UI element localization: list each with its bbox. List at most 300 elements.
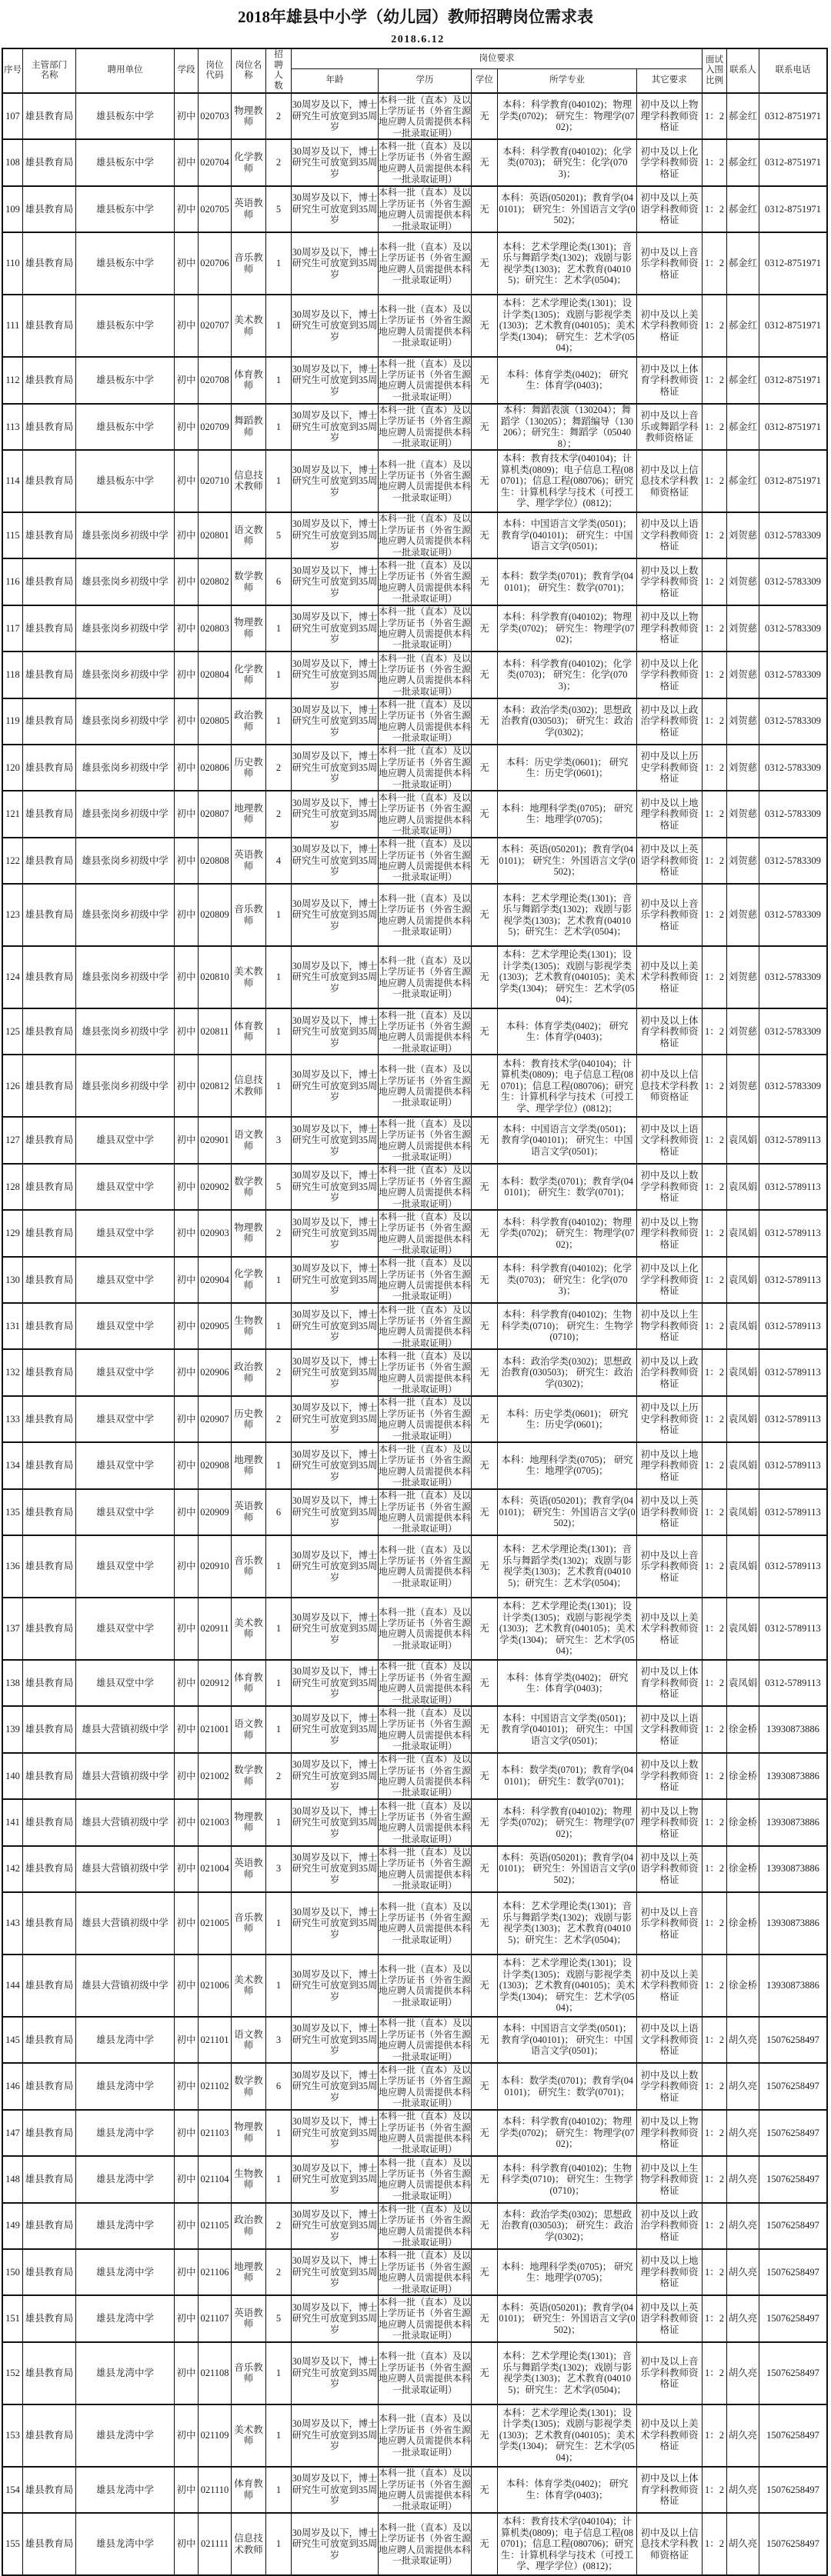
age-text: 30周岁及以下，博士研究生可放宽到35周岁 — [292, 1495, 378, 1529]
dept-text: 雄县教育局 — [25, 2313, 74, 2324]
cell-age — [292, 2343, 379, 2404]
cell-other — [637, 1304, 703, 1348]
seq-text: 112 — [5, 375, 20, 386]
stage-text: 初中 — [176, 1770, 196, 1781]
code-text: 020912 — [200, 1677, 229, 1688]
cell-phone — [759, 1258, 826, 1302]
cell-code — [199, 2018, 232, 2062]
position-text: 地理教师 — [234, 1454, 263, 1477]
header-position-label: 岗位名称 — [235, 60, 262, 80]
other-text: 初中及以上物理学科教师资格证 — [640, 612, 699, 645]
cell-contact — [727, 1118, 759, 1162]
position-text: 政治教师 — [234, 1361, 263, 1384]
cell-seq — [3, 2405, 23, 2466]
phone-text: 0312-5783309 — [765, 909, 821, 921]
cell-ratio — [703, 1397, 727, 1441]
cell-dept — [23, 885, 76, 945]
cell-age — [292, 1707, 379, 1751]
education-text: 本科一批（直本）及以上学历证书（外省生源地应聘人员需提供本科一批录取证明） — [379, 1118, 471, 1163]
cell-phone — [759, 1350, 826, 1395]
cell-count — [266, 1847, 292, 1891]
phone-text: 0312-5789113 — [765, 1367, 821, 1378]
other-text: 初中及以上化学学科教师资格证 — [640, 1263, 699, 1297]
other-text: 初中及以上美术学科教师资格证 — [640, 2418, 699, 2452]
cell-code — [199, 2343, 232, 2404]
code-text: 021108 — [200, 2367, 229, 2378]
age-text: 30周岁及以下，博士研究生可放宽到35周岁 — [292, 2162, 378, 2196]
cell-code — [199, 140, 232, 185]
cell-degree — [472, 1598, 498, 1659]
age-text: 30周岁及以下，博士研究生可放宽到35周岁 — [292, 2069, 378, 2103]
code-text: 020811 — [200, 1026, 229, 1038]
cell-dept — [23, 358, 76, 402]
cell-ratio — [703, 1211, 727, 1255]
cell-position — [232, 1165, 266, 1209]
cell-code — [199, 745, 232, 790]
cell-major — [498, 358, 637, 402]
dept-text: 雄县教育局 — [25, 1817, 74, 1828]
count-text: 1 — [275, 375, 282, 386]
cell-age — [292, 1847, 379, 1891]
education-text: 本科一批（直本）及以上学历证书（外省生源地应聘人员需提供本科一批录取证明） — [379, 2157, 471, 2201]
cell-ratio — [703, 2514, 727, 2574]
other-text: 初中及以上英语学科教师资格证 — [640, 2301, 699, 2335]
cell-position — [232, 1118, 266, 1162]
cell-ratio — [703, 358, 727, 402]
major-text: 本科：中国语言文学类(0501)；教育学(040101)； 研究生：中国语言文学(0501)； — [501, 518, 633, 552]
cell-degree — [472, 187, 498, 232]
cell-age — [292, 559, 379, 604]
cell-age — [292, 451, 379, 512]
cell-phone — [759, 1707, 826, 1751]
degree-text: 无 — [479, 1770, 489, 1781]
count-text: 1 — [275, 669, 282, 681]
dept-text: 雄县教育局 — [25, 1367, 74, 1378]
cell-phone — [759, 2204, 826, 2248]
phone-text: 0312-8751971 — [765, 157, 821, 168]
cell-dept — [23, 233, 76, 294]
cell-dept — [23, 1490, 76, 1535]
code-text: 020707 — [200, 320, 229, 332]
cell-position — [232, 1009, 266, 1054]
header-unit — [76, 49, 175, 92]
age-text: 30周岁及以下，博士研究生可放宽到35周岁 — [292, 1015, 378, 1048]
cell-stage — [175, 2157, 199, 2201]
cell-contact — [727, 1304, 759, 1348]
education-text: 本科一批（直本）及以上学历证书（外省生源地应聘人员需提供本科一批录取证明） — [379, 2351, 471, 2395]
cell-count — [266, 513, 292, 558]
cell-stage — [175, 559, 199, 604]
cell-unit — [76, 838, 175, 883]
position-text: 生物教师 — [234, 2168, 263, 2191]
cell-degree — [472, 2343, 498, 2404]
dept-text: 雄县教育局 — [25, 1623, 74, 1635]
cell-major — [498, 1800, 637, 1845]
cell-unit — [76, 451, 175, 512]
cell-position — [232, 2111, 266, 2155]
cell-unit — [76, 1955, 175, 2016]
cell-seq — [3, 233, 23, 294]
cell-count — [266, 1055, 292, 1116]
degree-text: 无 — [479, 2538, 489, 2550]
contact-text: 徐金桥 — [728, 1817, 758, 1828]
header-age — [292, 69, 379, 92]
count-text: 1 — [275, 475, 282, 487]
other-text: 初中及以上音乐学科教师资格证 — [640, 246, 699, 280]
stage-text: 初中 — [176, 1863, 196, 1875]
count-text: 1 — [275, 1623, 282, 1635]
unit-text: 雄县双堂中学 — [95, 1506, 154, 1518]
cell-position — [232, 559, 266, 604]
unit-text: 雄县张岗乡初级中学 — [82, 855, 169, 866]
cell-contact — [727, 791, 759, 836]
header-seq — [3, 49, 23, 92]
cell-age — [292, 699, 379, 744]
cell-phone — [759, 606, 826, 651]
cell-major — [498, 652, 637, 697]
ratio-text: 1：2 — [704, 375, 724, 386]
phone-text: 0312-8751971 — [765, 320, 821, 332]
contact-text: 胡久亮 — [728, 2484, 758, 2495]
header-contact — [727, 49, 759, 92]
code-text: 020705 — [200, 203, 229, 215]
cell-education — [379, 2468, 472, 2512]
degree-text: 无 — [479, 669, 489, 681]
table-row — [3, 2018, 826, 2064]
contact-text: 刘贺慈 — [728, 971, 758, 983]
cell-code — [199, 1707, 232, 1751]
seq-text: 141 — [5, 1817, 20, 1828]
contact-text: 袁凤娟 — [728, 1228, 758, 1239]
cell-other — [637, 187, 703, 232]
ratio-text: 1：2 — [704, 1135, 724, 1146]
cell-dept — [23, 1893, 76, 1954]
seq-text: 127 — [5, 1135, 20, 1146]
cell-ratio — [703, 745, 727, 790]
cell-code — [199, 838, 232, 883]
count-text: 4 — [275, 855, 282, 866]
ratio-text: 1：2 — [704, 808, 724, 820]
cell-code — [199, 1536, 232, 1597]
cell-code — [199, 1350, 232, 1395]
age-text: 30周岁及以下，博士研究生可放宽到35周岁 — [292, 2527, 378, 2561]
unit-text: 雄县板东中学 — [95, 157, 154, 168]
cell-ratio — [703, 791, 727, 836]
cell-position — [232, 1350, 266, 1395]
cell-seq — [3, 1055, 23, 1116]
dept-text: 雄县教育局 — [25, 576, 74, 588]
cell-education — [379, 2064, 472, 2108]
cell-code — [199, 187, 232, 232]
phone-text: 0312-8751971 — [765, 375, 821, 386]
cell-seq — [3, 2018, 23, 2062]
cell-degree — [472, 1009, 498, 1054]
cell-position — [232, 1490, 266, 1535]
cell-dept — [23, 451, 76, 512]
table-row — [3, 2250, 826, 2296]
cell-code — [199, 2250, 232, 2294]
other-text: 初中及以上生物学科教师资格证 — [640, 2162, 699, 2196]
header-position — [232, 49, 266, 92]
cell-age — [292, 295, 379, 356]
degree-text: 无 — [479, 1135, 489, 1146]
cell-stage — [175, 295, 199, 356]
degree-text: 无 — [479, 715, 489, 727]
major-text: 本科：历史学类(0601)； 研究生：历史学(0601)； — [506, 1408, 629, 1430]
document-date: 2018.6.12 — [391, 34, 445, 45]
ratio-text: 1：2 — [704, 1817, 724, 1828]
seq-text: 142 — [5, 1863, 20, 1875]
stage-text: 初中 — [176, 855, 196, 866]
cell-phone — [759, 1893, 826, 1954]
ratio-text: 1：2 — [704, 1980, 724, 1991]
count-text: 2 — [275, 2266, 282, 2278]
contact-text: 徐金桥 — [728, 1724, 758, 1735]
cell-contact — [727, 405, 759, 449]
ratio-text: 1：2 — [704, 110, 724, 122]
unit-text: 雄县龙湾中学 — [95, 2266, 154, 2278]
cell-age — [292, 187, 379, 232]
header-count-label: 招聘人数 — [274, 50, 283, 91]
stage-text: 初中 — [176, 2484, 196, 2495]
cell-other — [637, 745, 703, 790]
cell-position — [232, 2018, 266, 2062]
cell-code — [199, 2064, 232, 2108]
phone-text: 0312-5789113 — [765, 1506, 821, 1518]
cell-count — [266, 1397, 292, 1441]
cell-contact — [727, 1443, 759, 1488]
cell-code — [199, 1397, 232, 1441]
cell-code — [199, 559, 232, 604]
count-text: 2 — [275, 1413, 282, 1425]
position-text: 英语教师 — [234, 1858, 263, 1880]
major-text: 本科：体育学类(0402)； 研究生：体育学(0403)； — [506, 1020, 629, 1043]
cell-unit — [76, 187, 175, 232]
age-text: 30周岁及以下，博士研究生可放宽到35周岁 — [292, 1216, 378, 1250]
cell-contact — [727, 2468, 759, 2512]
cell-phone — [759, 1304, 826, 1348]
cell-dept — [23, 1661, 76, 1705]
cell-other — [637, 1754, 703, 1798]
cell-contact — [727, 1211, 759, 1255]
cell-stage — [175, 94, 199, 138]
cell-dept — [23, 2157, 76, 2201]
seq-text: 124 — [5, 971, 20, 983]
cell-education — [379, 2111, 472, 2155]
cell-contact — [727, 513, 759, 558]
cell-unit — [76, 2405, 175, 2466]
cell-unit — [76, 1165, 175, 1209]
cell-code — [199, 2111, 232, 2155]
unit-text: 雄县龙湾中学 — [95, 2127, 154, 2138]
cell-degree — [472, 1165, 498, 1209]
cell-education — [379, 405, 472, 449]
table-row — [3, 1443, 826, 1489]
dept-text: 雄县教育局 — [25, 971, 74, 983]
cell-dept — [23, 1118, 76, 1162]
cell-other — [637, 358, 703, 402]
cell-dept — [23, 1165, 76, 1209]
count-text: 3 — [275, 2034, 282, 2045]
age-text: 30周岁及以下，博士研究生可放宽到35周岁 — [292, 1549, 378, 1583]
cell-age — [292, 1490, 379, 1535]
table-row — [3, 233, 826, 295]
cell-education — [379, 2405, 472, 2466]
other-text: 初中及以上物理学科教师资格证 — [640, 2116, 699, 2150]
cell-dept — [23, 1536, 76, 1597]
other-text: 初中及以上数学学科教师资格证 — [640, 2069, 699, 2103]
cell-stage — [175, 1490, 199, 1535]
position-text: 化学教师 — [234, 1268, 263, 1291]
cell-major — [498, 885, 637, 945]
table-row — [3, 652, 826, 698]
contact-text: 郝金红 — [728, 110, 758, 122]
cell-unit — [76, 791, 175, 836]
ratio-text: 1：2 — [704, 1320, 724, 1331]
phone-text: 0312-5789113 — [765, 1228, 821, 1239]
degree-text: 无 — [479, 320, 489, 332]
seq-text: 140 — [5, 1770, 20, 1781]
cell-education — [379, 187, 472, 232]
cell-unit — [76, 652, 175, 697]
ratio-text: 1：2 — [704, 971, 724, 983]
seq-text: 118 — [5, 669, 20, 681]
cell-ratio — [703, 1055, 727, 1116]
cell-count — [266, 745, 292, 790]
major-text: 本科：数学类(0701)；教育学(040101)； 研究生：数学(0701)； — [500, 1175, 634, 1198]
cell-contact — [727, 1009, 759, 1054]
cell-count — [266, 1754, 292, 1798]
dept-text: 雄县教育局 — [25, 2266, 74, 2278]
unit-text: 雄县双堂中学 — [95, 1413, 154, 1425]
table-row — [3, 745, 826, 791]
cell-unit — [76, 745, 175, 790]
cell-code — [199, 606, 232, 651]
unit-text: 雄县双堂中学 — [95, 1367, 154, 1378]
ratio-text: 1：2 — [704, 1080, 724, 1091]
cell-count — [266, 140, 292, 185]
education-text: 本科一批（直本）及以上学历证书（外省生源地应聘人员需提供本科一批录取证明） — [379, 892, 471, 937]
cell-count — [266, 187, 292, 232]
count-text: 1 — [275, 1561, 282, 1572]
ratio-text: 1：2 — [704, 320, 724, 332]
cell-major — [498, 140, 637, 185]
cell-phone — [759, 1847, 826, 1891]
count-text: 2 — [275, 808, 282, 820]
degree-text: 无 — [479, 2081, 489, 2092]
major-text: 本科：科学教育(040102)；生物科学类(0710)； 研究生：生物学(0710)； — [501, 2162, 633, 2196]
cell-other — [637, 1055, 703, 1116]
other-text: 初中及以上政治学科教师资格证 — [640, 2208, 699, 2242]
table-row — [3, 1350, 826, 1396]
contact-text: 刘贺慈 — [728, 808, 758, 820]
dept-text: 雄县教育局 — [25, 1460, 74, 1471]
cell-phone — [759, 745, 826, 790]
cell-position — [232, 451, 266, 512]
cell-stage — [175, 1009, 199, 1054]
cell-other — [637, 606, 703, 651]
cell-unit — [76, 405, 175, 449]
cell-stage — [175, 2343, 199, 2404]
cell-count — [266, 1165, 292, 1209]
cell-unit — [76, 2296, 175, 2341]
phone-text: 13930873886 — [766, 1980, 819, 1991]
ratio-text: 1：2 — [704, 715, 724, 727]
position-text: 化学教师 — [234, 152, 263, 174]
phone-text: 15076258497 — [766, 2429, 819, 2441]
unit-text: 雄县龙湾中学 — [95, 2429, 154, 2441]
count-text: 1 — [275, 1320, 282, 1331]
cell-degree — [472, 1211, 498, 1255]
cell-ratio — [703, 94, 727, 138]
count-text: 2 — [275, 1228, 282, 1239]
major-text: 本科：艺术学理论类(1301)；音乐与舞蹈学类(1302)；戏剧与影视学类(1303)；艺术教育(040105)；研究生：艺术学(0504)； — [502, 1544, 632, 1588]
seq-text: 109 — [5, 203, 20, 215]
unit-text: 雄县大营镇初级中学 — [82, 1980, 169, 1991]
cell-unit — [76, 1009, 175, 1054]
ratio-text: 1：2 — [704, 203, 724, 215]
header-degree-label: 学位 — [476, 75, 493, 85]
cell-count — [266, 2405, 292, 2466]
education-text: 本科一批（直本）及以上学历证书（外省生源地应聘人员需提供本科一批录取证明） — [379, 1800, 471, 1845]
cell-stage — [175, 2111, 199, 2155]
education-text: 本科一批（直本）及以上学历证书（外省生源地应聘人员需提供本科一批录取证明） — [379, 140, 471, 185]
education-text: 本科一批（直本）及以上学历证书（外省生源地应聘人员需提供本科一批录取证明） — [379, 1544, 471, 1588]
dept-text: 雄县教育局 — [25, 320, 74, 332]
code-text: 021002 — [200, 1770, 229, 1781]
cell-other — [637, 2111, 703, 2155]
cell-education — [379, 140, 472, 185]
count-text: 2 — [275, 2220, 282, 2231]
cell-stage — [175, 1165, 199, 1209]
stage-text: 初中 — [176, 1413, 196, 1425]
cell-other — [637, 1536, 703, 1597]
ratio-text: 1：2 — [704, 909, 724, 921]
cell-phone — [759, 2064, 826, 2108]
cell-count — [266, 295, 292, 356]
other-text: 初中及以上美术学科教师资格证 — [640, 308, 699, 342]
ratio-text: 1：2 — [704, 1918, 724, 1929]
cell-other — [637, 1258, 703, 1302]
cell-age — [292, 1536, 379, 1597]
cell-ratio — [703, 2204, 727, 2248]
degree-text: 无 — [479, 576, 489, 588]
ratio-text: 1：2 — [704, 1026, 724, 1038]
cell-code — [199, 513, 232, 558]
cell-major — [498, 2250, 637, 2294]
ratio-text: 1：2 — [704, 1724, 724, 1735]
ratio-text: 1：2 — [704, 1228, 724, 1239]
cell-contact — [727, 559, 759, 604]
contact-text: 袁凤娟 — [728, 1460, 758, 1471]
cell-age — [292, 1443, 379, 1488]
ratio-text: 1：2 — [704, 1367, 724, 1378]
major-text: 本科：科学教育(040102)；物理学类(0702)； 研究生：物理学(0702)； — [499, 1216, 635, 1250]
ratio-text: 1：2 — [704, 2220, 724, 2231]
code-text: 020703 — [200, 110, 229, 122]
cell-age — [292, 885, 379, 945]
cell-dept — [23, 606, 76, 651]
major-text: 本科：科学教育(040102)；物理学类(0702)； 研究生：物理学(0702)； — [499, 1805, 635, 1839]
dept-text: 雄县教育局 — [25, 1228, 74, 1239]
count-text: 1 — [275, 1080, 282, 1091]
seq-text: 132 — [5, 1367, 20, 1378]
code-text: 021003 — [200, 1817, 229, 1828]
count-text: 1 — [275, 622, 282, 634]
education-text: 本科一批（直本）及以上学历证书（外省生源地应聘人员需提供本科一批录取证明） — [379, 838, 471, 883]
cell-major — [498, 2064, 637, 2108]
cell-phone — [759, 233, 826, 294]
